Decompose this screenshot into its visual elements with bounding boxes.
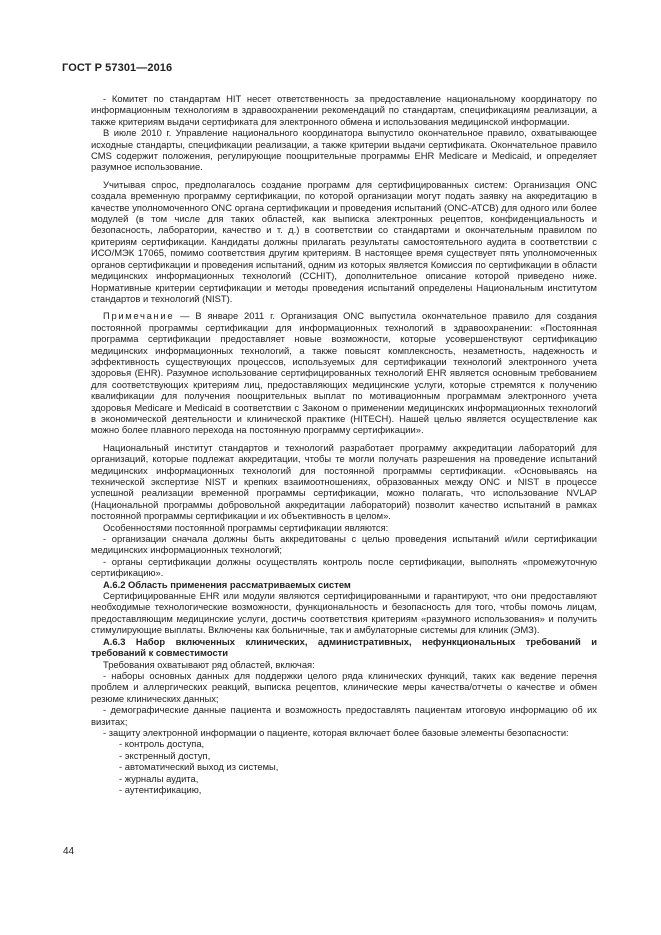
list-item: - журналы аудита, [119,773,597,784]
paragraph: Учитывая спрос, предполагалось создание программ для сертифицированных систем: Организация ONC создала временную программу сертификации, по которой организации могут подать заявку на аккредитацию в качестве уполномоченного ONC органа сертификации и проведения испытаний (ONC-ATCB) для одного или более модулей (в том числе для таких областей, как выписка электронных рецептов, конфиденциальность и безопасность, лаборатории, качество и т. д.) в соответствии со стандартами и окончательным правилом по критериям сертификации. Кандидаты должны прилагать результаты самостоятельного аудита в соответствии с ИСО/МЭК 17065, помимо соответствия другим критериям. В настоящее время существует пять уполномоченных органов сертификации и проведения испытаний, одним из которых является Комиссия по сертификации в области медицинских информационных технологий (CCHIT), дополнительное описание которой приведено ниже. Нормативные критерии сертификации и методы проведения испытаний определены Национальным институтом стандартов и технологий (NIST). [91,178,597,304]
section-heading-a63: А.6.3 Набор включенных клинических, административных, нефункциональных требований и требований к совместимости [91,635,597,659]
paragraph: Особенностями постоянной программы сертификации являются: [103,521,389,533]
note-label: Примечание [103,310,175,322]
paragraph: - организации сначала должны быть аккредитованы с целью проведения испытаний и/или сертификации медицинских информационных технологий; [91,533,597,556]
paragraph: Требования охватывают ряд областей, включая: [103,658,315,670]
document-header: ГОСТ Р 57301—2016 [62,62,173,74]
paragraph: В июле 2010 г. Управление национального координатора выпустило окончательное правило, охватывающее исходные стандарты, спецификации реализации, а также критерии выдачи сертификата. Окончательное правило CMS содержит положения, регулирующие поощрительные программы EHR Medicare и Medicaid, и определяет разумное использование. [91,127,597,173]
list-item: - защиту электронной информации о пациенте, которая включает более базовые элементы безопасности: [103,726,569,738]
list-item: - экстренный доступ, [119,750,597,761]
list-item: - контроль доступа, [119,738,597,749]
list-item: - автоматический выход из системы, [119,761,597,772]
paragraph: Национальный институт стандартов и технологий разработает программу аккредитации лабораторий для организаций, которые подлежат аккредитации, чтобы те могли получать разрешения на проведение испытаний медицинских информационных технологий для постоянной программы сертификации. «Основываясь на технической экспертизе NIST и крепких взаимоотношениях, образованных между ONC и NIST в процессе успешной реализации временной программы сертификации, можно полагать, что использование NVLAP (Национальной программы добровольной аккредитации лабораторий) позволит качество испытаний в рамках постоянной программы сертификации и их объективность в целом». [91,441,597,522]
page-number: 44 [63,846,75,857]
paragraph: - Комитет по стандартам HIT несет ответственность за предоставление национальному координатору по информационным технологиям в здравоохранении рекомендаций по стандартам, спецификациям реализации, а также критериям выдачи сертификата для электронного обмена и использования медицинской информации. [91,93,597,127]
paragraph: - органы сертификации должны осуществлять контроль после сертификации, выполнять «промежуточную сертификацию». [91,555,597,579]
list-item: - демографические данные пациента и возможность предоставлять пациентам итоговую информацию об их визитах; [91,704,597,727]
section-heading-a62: А.6.2 Область применения рассматриваемых систем [103,578,351,590]
paragraph: Сертифицированные EHR или модули являются сертифицированными и гарантируют, что они предоставляют необходимые технологические возможности, функциональность и безопасность для того, чтобы помочь лицам, предоставляющим медицинские услуги, достичь соответствия критериям «разумного использования» и получить стимулирующие выплаты. Включены как больничные, так и амбулаторные системы для клиник (ЭМЗ). [91,590,597,636]
security-elements-list [91,738,597,795]
list-item: - аутентификацию, [119,784,597,795]
note-text: — В январе 2011 г. Организация ONC выпустила окончательное правило для создания постоянной программы сертификации для информационных технологий в здравоохранении: «Постоянная программа сертификации предоставляет новые возможности, которые усовершенствуют сертификацию медицинских информационных технологий, а также повысят комплексность, незаметность, надежность и эффективность существующих процессов, используемых для сертификации технологий электронного учета здоровья (EHR). Разумное использование сертифицированных технологий EHR является основным требованием для соответствующих критериям лиц, предоставляющих медицинские услуги, которые стремятся к получению квалификации для получения поощрительных выплат по мотивационным программам электронного учета здоровья Medicare и Medicaid в соответствии с Законом о применении медицинских информационных технологий в экономической деятельности и клинической практике (HITECH). Нашей целью является осуществление как можно более плавного перехода на постоянную программу сертификации». [91,310,597,436]
page-body [91,93,597,795]
note [91,310,597,435]
list-item: - наборы основных данных для поддержки целого ряда клинических функций, таких как ведение перечня проблем и аллергических реакций, выписка рецептов, клинические меры качества/отчеты о качестве и обмен резюме клинических данных; [91,669,597,704]
